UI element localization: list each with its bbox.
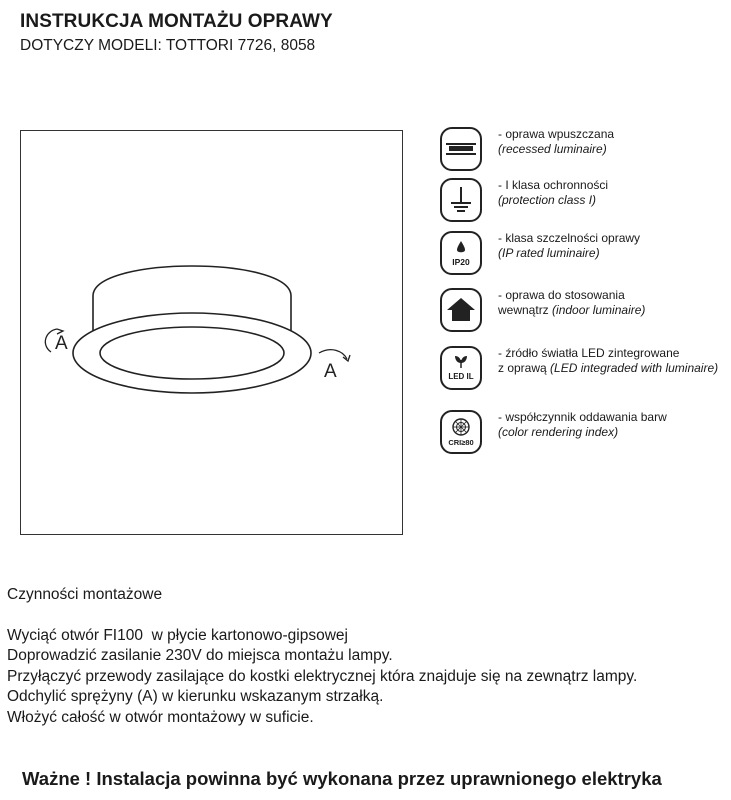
step-line: Włożyć całość w otwór montażowy w suficie. [7,708,314,726]
ground-protection-icon [440,178,482,222]
spring-label-left: A [55,333,68,354]
led-integrated-icon: LED IL [440,346,482,390]
document-subtitle: DOTYCZY MODELI: TOTTORI 7726, 8058 [20,37,316,54]
recessed-luminaire-icon [440,127,482,171]
safety-warning: Ważne ! Instalacja powinna być wykonana przez uprawnionego elektryka [22,768,662,789]
legend-item-led: LED IL - źródło światła LED zintegrowane z oprawą (LED integraded with luminaire) [436,346,726,394]
document-title: INSTRUKCJA MONTAŻU OPRAWY [20,11,333,32]
cri-icon: CRI≥80 [440,410,482,454]
luminaire-figure [20,130,403,535]
steps-heading: Czynności montażowe [7,586,163,603]
spring-label-right: A [324,361,337,382]
legend-item-indoor: - oprawa do stosowania wewnątrz (indoor luminaire) [436,288,726,336]
step-line: Przyłączyć przewody zasilające do kostki elektrycznej która znajduje się na zewnątrz lampy. [7,667,638,685]
step-line: Odchylić sprężyny (A) w kierunku wskazanym strzałką. [7,688,384,705]
step-line: Doprowadzić zasilanie 230V do miejsca montażu lampy. [7,647,393,664]
legend-item-cri: CRI≥80 - współczynnik oddawania barw (color rendering index) [436,410,726,458]
luminaire-drawing [21,131,404,536]
installation-steps [7,585,727,728]
step-line: Wyciąć otwór FI100 w płycie kartonowo-gipsowej [7,626,348,644]
ip20-droplet-icon: IP20 [440,231,482,275]
legend-item-ip-rating: IP20 - klasa szczelności oprawy (IP rated luminaire) [436,231,726,279]
indoor-house-icon [440,288,482,332]
legend-item-recessed: - oprawa wpuszczana (recessed luminaire) [436,127,726,175]
legend-item-protection-class: - I klasa ochronności (protection class I) [436,178,726,226]
